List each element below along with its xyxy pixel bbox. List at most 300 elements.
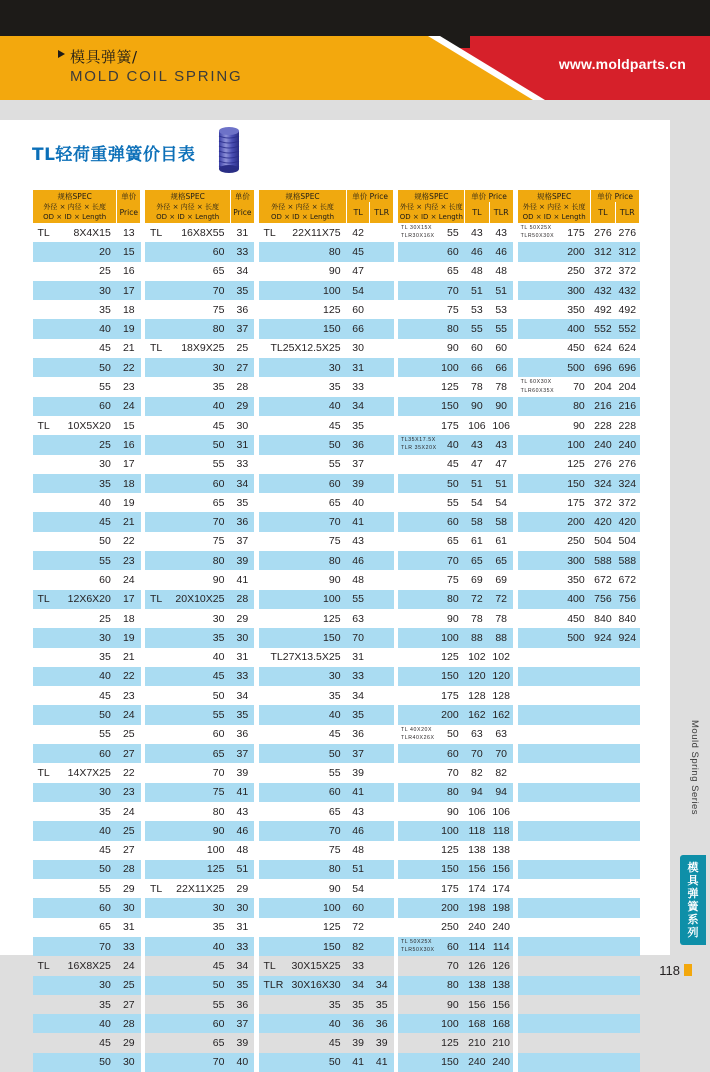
price-tlr-cell: 204	[618, 381, 637, 394]
spec-length: 45	[328, 1037, 341, 1050]
price-tl-cell: 28	[236, 381, 249, 394]
spec-cell	[518, 551, 591, 570]
price-tlr-cell	[370, 705, 394, 724]
spec-length: 55	[447, 496, 459, 509]
spec-length: 90	[447, 612, 459, 625]
spec-length: 50	[212, 438, 225, 451]
price-tl-cell: 17	[117, 590, 141, 609]
side-tab-cn[interactable]	[680, 855, 706, 945]
spec-cell	[33, 686, 117, 705]
price-cn-header-1: 单价	[117, 190, 141, 202]
spec-cell	[398, 705, 465, 724]
price-tl-cell: 27	[230, 358, 254, 377]
spec-length: 150	[441, 400, 459, 413]
spec-length: 60	[212, 728, 225, 741]
price-tl-cell: 102	[468, 651, 486, 664]
table-row	[33, 493, 640, 512]
price-tlr-cell	[370, 570, 394, 589]
spec-cell	[33, 377, 117, 396]
tlr-header-5: TLR	[615, 202, 639, 223]
spec-prefix: TL	[263, 959, 276, 972]
price-tl-cell: 31	[347, 358, 370, 377]
price-tlr-cell: 324	[615, 474, 639, 493]
price-tlr-cell: 63	[495, 728, 508, 741]
side-tab-char: 具	[687, 874, 699, 887]
spec-length: 80	[447, 979, 459, 992]
price-tlr-cell	[370, 667, 394, 686]
spec-length: 200	[567, 245, 585, 258]
spec-length: 35	[99, 998, 111, 1011]
price-tlr-cell: 88	[489, 628, 513, 647]
spec-length: 125	[567, 458, 585, 471]
spec-cell	[259, 956, 347, 975]
spec-cell	[398, 512, 465, 531]
spec-sub2-2: OD × ID × Length	[145, 212, 231, 223]
spec-length: 80	[328, 245, 341, 258]
spec-cell	[398, 358, 465, 377]
price-header-5: 单价 Price	[591, 190, 640, 202]
spec-cell	[145, 609, 231, 628]
spec-cell	[259, 242, 347, 261]
spec-length: 90	[328, 265, 341, 278]
price-tl-cell: 106	[468, 419, 486, 432]
spec-cell	[145, 319, 231, 338]
price-tl-cell: 34	[347, 976, 370, 995]
price-tlr-cell: 210	[492, 1037, 510, 1050]
spec-cell	[259, 474, 347, 493]
spec-cell	[259, 648, 347, 667]
spec-sub2-5: OD × ID × Length	[518, 212, 591, 223]
spec-cell	[33, 763, 117, 782]
spec-length: 50	[447, 728, 459, 741]
spec-cell	[259, 628, 347, 647]
spec-length: 125	[323, 303, 341, 316]
spec-cell	[145, 802, 231, 821]
price-tl-cell: 55	[347, 590, 370, 609]
price-tl-cell: 70	[347, 628, 370, 647]
spec-length: 30	[99, 979, 111, 992]
spec-prefix: TL	[263, 226, 276, 239]
price-tl-cell: 39	[236, 1037, 249, 1050]
spec-cell	[518, 455, 591, 474]
price-tl-cell	[591, 937, 615, 956]
spec-cell	[259, 455, 347, 474]
spec-cell	[33, 667, 117, 686]
price-tlr-cell: 156	[489, 860, 513, 879]
price-tlr-cell: 312	[615, 242, 639, 261]
table-row	[33, 898, 640, 917]
price-tl-cell	[591, 744, 615, 763]
price-tl-cell: 34	[347, 397, 370, 416]
spec-cell	[518, 223, 591, 242]
price-tl-cell: 51	[465, 281, 489, 300]
price-tl-cell: 34	[352, 689, 364, 702]
spec-length: 30	[328, 670, 341, 683]
spec-cell	[518, 648, 591, 667]
spec-length: 60	[447, 516, 459, 529]
spec-cell	[259, 744, 347, 763]
price-tlr-cell: 43	[495, 226, 508, 239]
price-tl-cell: 198	[465, 898, 489, 917]
spec-length: 60	[99, 902, 111, 915]
spec-length: 175	[441, 882, 459, 895]
table-row	[33, 841, 640, 860]
spec-length: 90	[573, 419, 585, 432]
price-tlr-cell: 924	[615, 628, 639, 647]
price-tl-cell: 240	[465, 1053, 489, 1072]
spec-cell	[33, 300, 117, 319]
spec-length: 45	[447, 458, 459, 471]
spec-length: 35	[99, 651, 111, 664]
price-tl-cell: 174	[468, 882, 486, 895]
spec-cell	[145, 686, 231, 705]
price-tlr-cell	[615, 1053, 639, 1072]
side-tab-char: 系	[687, 913, 699, 926]
price-tlr-cell: 492	[618, 303, 637, 316]
spec-cell	[33, 532, 117, 551]
price-tl-cell: 156	[468, 998, 486, 1011]
spec-length: 175	[441, 689, 459, 702]
price-tl-cell: 43	[352, 805, 364, 818]
price-tlr-cell	[370, 223, 394, 242]
spec-cell	[145, 918, 231, 937]
spec-length: 80	[212, 323, 225, 336]
spec-cell	[518, 493, 591, 512]
price-tlr-cell: 588	[615, 551, 639, 570]
price-tlr-cell: 39	[375, 1037, 388, 1050]
spec-cell	[145, 667, 231, 686]
spec-length: 100	[441, 361, 459, 374]
table-row	[33, 628, 640, 647]
header-website-url[interactable]: www.moldparts.cn	[558, 56, 686, 72]
spec-length: 45	[99, 516, 111, 529]
spec-length: 75	[212, 786, 225, 799]
spec-length: 40	[328, 709, 341, 722]
price-tlr-cell: 126	[492, 959, 510, 972]
price-tlr-cell: 198	[489, 898, 513, 917]
spec-length: 12X6X20	[67, 593, 111, 606]
spec-length: 65	[212, 1037, 225, 1050]
spec-length: 25	[99, 438, 111, 451]
spec-cell	[259, 532, 347, 551]
table-row	[33, 397, 640, 416]
spec-cell	[398, 435, 465, 454]
spec-cell	[145, 281, 231, 300]
spec-length: 65	[447, 265, 459, 278]
spec-length: 90	[447, 998, 459, 1011]
price-tlr-cell: 672	[618, 573, 637, 586]
spec-sub1-4: 外径 × 内径 × 长度	[398, 202, 465, 212]
price-tl-cell: 31	[236, 651, 249, 664]
price-tl-cell: 126	[468, 959, 486, 972]
spec-length: 100	[441, 824, 459, 837]
price-tl-cell: 46	[465, 242, 489, 261]
spec-cell	[33, 898, 117, 917]
price-tlr-cell	[615, 725, 639, 744]
spec-length: 150	[323, 323, 341, 336]
spec-length: 50	[447, 477, 459, 490]
price-tl-cell: 25	[117, 821, 141, 840]
table-row	[33, 319, 640, 338]
spec-length: 70	[447, 284, 459, 297]
spec-length: 45	[212, 419, 225, 432]
spec-cell	[33, 416, 117, 435]
price-tl-cell: 36	[236, 998, 249, 1011]
spec-full: TL25X12.5X25	[270, 342, 341, 355]
spec-cell	[145, 1053, 231, 1072]
spec-length: 45	[212, 670, 225, 683]
table-row	[33, 648, 640, 667]
spec-cell	[33, 725, 117, 744]
price-tl-cell: 22	[122, 766, 135, 779]
price-tl-cell: 24	[117, 397, 141, 416]
spec-length: 22X11X75	[292, 226, 341, 239]
price-tlr-cell: 58	[489, 512, 513, 531]
spec-cell	[145, 242, 231, 261]
table-row	[33, 590, 640, 609]
price-tl-cell: 25	[122, 728, 135, 741]
spec-cell	[259, 1053, 347, 1072]
price-tl-cell: 16	[117, 435, 141, 454]
spec-length: 40	[212, 651, 225, 664]
side-tab-char: 弹	[687, 887, 699, 900]
spec-cell	[398, 397, 465, 416]
spec-header-1: 规格SPEC	[33, 190, 117, 202]
spec-length: 65	[212, 496, 225, 509]
spec-cell	[518, 628, 591, 647]
price-tlr-cell	[370, 648, 394, 667]
price-tl-cell: 36	[236, 728, 249, 741]
spec-cell	[145, 474, 231, 493]
price-tl-cell	[591, 821, 615, 840]
price-en-header-2: Price	[230, 202, 254, 223]
price-tl-cell: 40	[352, 496, 364, 509]
spec-length: 35	[328, 381, 341, 394]
spec-cell	[518, 1014, 591, 1033]
price-tlr-cell	[370, 358, 394, 377]
spec-length: 55	[212, 998, 225, 1011]
spec-cell	[518, 397, 591, 416]
price-tl-cell: 45	[347, 242, 370, 261]
spec-length: 65	[447, 535, 459, 548]
spec-length: 100	[567, 438, 585, 451]
side-tab-char: 簧	[687, 900, 699, 913]
spec-cell	[518, 937, 591, 956]
price-tl-cell: 118	[465, 821, 489, 840]
price-tl-cell: 47	[352, 265, 364, 278]
spec-cell	[398, 648, 465, 667]
spec-length: 125	[441, 1037, 459, 1050]
spec-length: 25	[99, 612, 111, 625]
spec-cell	[518, 532, 591, 551]
price-tlr-cell: 276	[618, 226, 637, 239]
price-tlr-cell	[615, 995, 639, 1014]
spec-cell	[259, 397, 347, 416]
spec-length: 30X16X30	[291, 979, 341, 992]
spec-cell	[145, 976, 231, 995]
price-tlr-cell: 840	[618, 612, 637, 625]
spec-cell	[518, 821, 591, 840]
price-tl-cell: 156	[465, 860, 489, 879]
price-tl-cell: 27	[122, 844, 135, 857]
price-tl-cell: 18	[122, 612, 135, 625]
spec-length: 70	[447, 766, 459, 779]
spec-cell	[398, 262, 465, 281]
spec-cell	[398, 1014, 465, 1033]
spec-length: 150	[441, 670, 459, 683]
spec-length: 50	[328, 1056, 341, 1069]
spec-length: 50	[328, 747, 341, 760]
page-header	[0, 0, 710, 120]
spec-cell	[259, 841, 347, 860]
price-tl-cell: 23	[122, 689, 135, 702]
spec-cell	[33, 609, 117, 628]
spec-cell	[259, 493, 347, 512]
spec-length: 500	[567, 361, 585, 374]
price-tl-cell: 25	[117, 976, 141, 995]
spec-cell	[518, 609, 591, 628]
dual-spec-label: TL 50X25X TLR50X30X	[520, 225, 555, 240]
spec-length: 75	[328, 535, 341, 548]
spec-cell	[518, 570, 591, 589]
spec-length: 30	[328, 361, 341, 374]
spec-length: 50	[99, 535, 111, 548]
spec-cell	[145, 841, 231, 860]
spec-cell	[145, 763, 231, 782]
spec-prefix: TL	[37, 766, 50, 779]
spec-length: 80	[212, 805, 225, 818]
spec-length: 175	[567, 496, 585, 509]
price-tl-cell: 33	[117, 937, 141, 956]
price-tl-cell: 210	[468, 1037, 486, 1050]
price-tl-cell: 40	[230, 1053, 254, 1072]
spec-length: 75	[447, 303, 459, 316]
header-row-2	[33, 202, 640, 212]
price-tl-cell: 432	[591, 281, 615, 300]
price-tl-cell: 13	[122, 226, 135, 239]
tl-header-5: TL	[591, 202, 615, 223]
content-panel	[0, 120, 670, 1069]
price-tlr-cell	[370, 937, 394, 956]
spec-cell	[33, 570, 117, 589]
spec-cell	[259, 898, 347, 917]
price-tlr-cell: 36	[370, 1014, 394, 1033]
price-tl-cell: 33	[230, 937, 254, 956]
spec-cell	[33, 956, 117, 975]
price-tl-cell: 162	[465, 705, 489, 724]
price-tlr-cell	[370, 281, 394, 300]
price-tl-cell: 128	[468, 689, 486, 702]
spec-length: 100	[323, 284, 341, 297]
spec-cell	[33, 397, 117, 416]
price-tlr-cell	[370, 474, 394, 493]
spec-cell	[33, 995, 117, 1014]
spec-cell	[33, 976, 117, 995]
spec-cell	[145, 956, 231, 975]
spec-length: 40	[99, 1017, 111, 1030]
price-tlr-cell: 55	[489, 319, 513, 338]
price-tl-cell	[591, 956, 615, 975]
spec-length: 150	[441, 863, 459, 876]
spec-cell	[33, 474, 117, 493]
price-tl-cell: 35	[230, 705, 254, 724]
price-tl-cell: 33	[352, 959, 364, 972]
spec-cell	[259, 783, 347, 802]
table-row	[33, 860, 640, 879]
spec-cell	[518, 995, 591, 1014]
spec-length: 175	[567, 226, 585, 239]
spec-cell	[145, 898, 231, 917]
price-tlr-cell: 66	[489, 358, 513, 377]
price-tl-cell: 30	[117, 1053, 141, 1072]
price-tlr-cell: 240	[615, 435, 639, 454]
spec-cell	[518, 590, 591, 609]
price-tl-cell: 66	[465, 358, 489, 377]
price-tl-cell: 552	[591, 319, 615, 338]
dual-spec-label: TL 40X20X TLR40X26X	[400, 726, 435, 741]
spec-cell	[398, 281, 465, 300]
table-row	[33, 705, 640, 724]
tl-header-3: TL	[347, 202, 370, 223]
price-tl-cell: 22	[117, 358, 141, 377]
spec-header-5: 规格SPEC	[518, 190, 591, 202]
price-tl-cell: 29	[236, 882, 249, 895]
price-tlr-cell	[615, 667, 639, 686]
price-tlr-cell	[615, 918, 639, 937]
price-tlr-cell	[370, 725, 394, 744]
spec-length: 80	[447, 786, 459, 799]
page-marker-square	[684, 964, 692, 976]
spec-length: 60	[328, 477, 341, 490]
spec-length: 60	[99, 747, 111, 760]
price-tl-cell: 504	[594, 535, 612, 548]
spec-cell	[398, 783, 465, 802]
spec-cell	[518, 1053, 591, 1072]
price-tlr-cell: 138	[492, 844, 510, 857]
spec-prefix: TL	[149, 882, 163, 895]
spec-length: 25	[99, 265, 111, 278]
price-tl-cell: 47	[471, 458, 483, 471]
price-tlr-cell	[370, 686, 394, 705]
spec-cell	[259, 1033, 347, 1052]
price-tlr-cell: 61	[495, 535, 508, 548]
tlr-header-3: TLR	[370, 202, 394, 223]
spec-length: 16X8X55	[181, 226, 225, 239]
price-tl-cell: 15	[122, 419, 135, 432]
spec-cell	[518, 512, 591, 531]
spec-cell	[259, 319, 347, 338]
spec-cell	[398, 667, 465, 686]
price-tl-cell: 840	[594, 612, 612, 625]
spec-length: 65	[328, 496, 341, 509]
spec-cell	[518, 705, 591, 724]
price-tl-cell: 29	[122, 882, 135, 895]
spec-length: 125	[441, 651, 459, 664]
price-tlr-cell: 114	[489, 937, 513, 956]
table-row	[33, 223, 640, 242]
spec-length: 70	[447, 554, 459, 567]
spec-prefix: TL	[149, 593, 163, 606]
price-tl-cell: 58	[465, 512, 489, 531]
side-tab-char: 模	[687, 861, 699, 874]
spec-cell	[33, 1053, 117, 1072]
price-tl-cell: 16	[122, 265, 135, 278]
header-row-1	[33, 190, 640, 202]
spec-length: 125	[441, 381, 459, 394]
spec-length: 35	[99, 303, 111, 316]
spec-length: 75	[447, 573, 459, 586]
spec-prefix: TL	[37, 593, 50, 606]
